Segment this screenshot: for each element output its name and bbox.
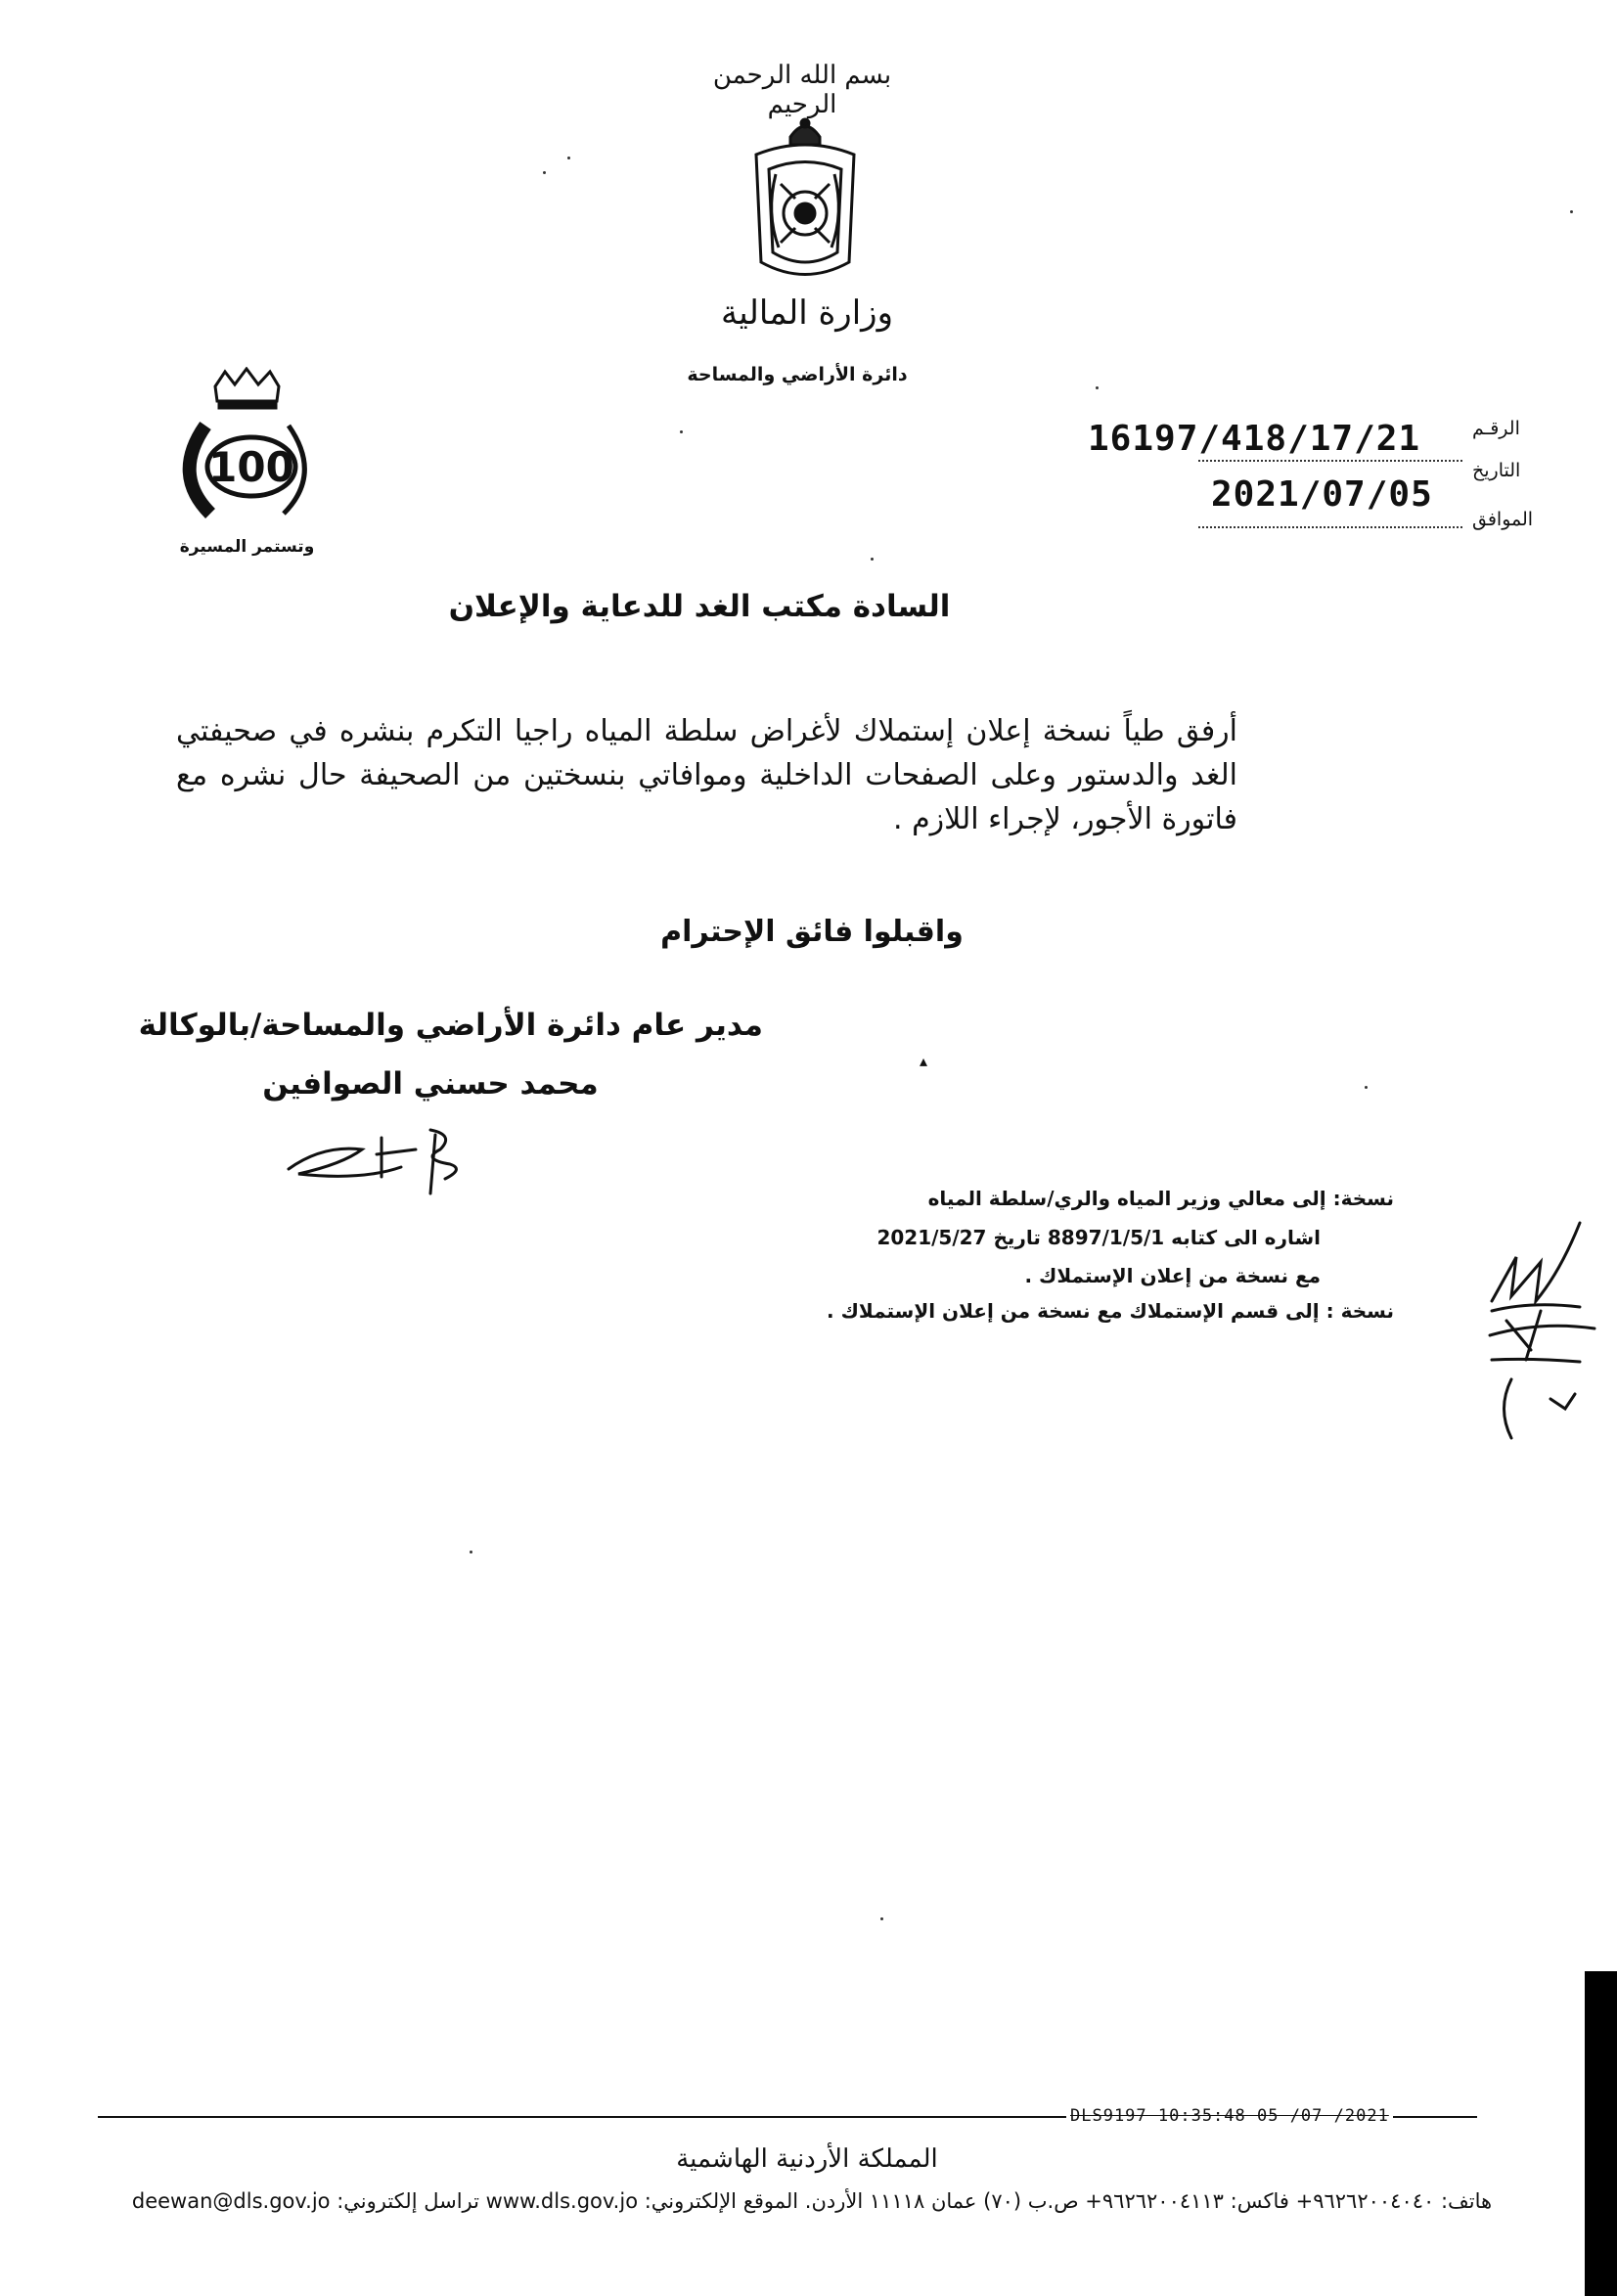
scan-speck [871, 558, 874, 561]
signature-icon [284, 1120, 518, 1198]
fax-stamp: DLS9197 10:35:48 05 /07 /2021 [1066, 2106, 1393, 2126]
number-label: الرقـم [1472, 418, 1520, 439]
scan-speck [680, 430, 683, 433]
reference-number: 16197/418/17/21 [1088, 419, 1421, 459]
centennial-tagline: وتستمر المسيرة [179, 537, 315, 557]
copy-1-line-1: نسخة: إلى معالي وزير المياه والري/سلطة المياه [927, 1187, 1394, 1210]
scan-speck [880, 1917, 883, 1920]
ministry-name: وزارة المالية [721, 293, 893, 333]
centennial-number: 100 [208, 443, 294, 491]
signatory-title: مدير عام دائرة الأراضي والمساحة/بالوكالة [138, 1008, 763, 1043]
centennial-logo [161, 367, 333, 563]
coat-of-arms-icon [741, 115, 869, 292]
scan-edge-bar [1585, 1971, 1617, 2296]
hijri-date-label: الموافق [1472, 509, 1534, 530]
date-label: التاريخ [1472, 460, 1521, 481]
addressee: السادة مكتب الغد للدعاية والإعلان [448, 589, 951, 624]
kingdom-name: المملكة الأردنية الهاشمية [676, 2144, 938, 2174]
scan-speck [1096, 386, 1099, 389]
copy-2: نسخة : إلى قسم الإستملاك مع نسخة من إعلان الإستملاك . [827, 1299, 1394, 1323]
letter-body: أرفق طياً نسخة إعلان إستملاك لأغراض سلطة المياه راجيا التكرم بنشره في صحيفتي الغد والدستور وعلى الصفحات الداخلية وموافاتي بنسختين من الصحيفة حال نشره مع فاتورة الأجور، لإجراء اللازم . [176, 714, 1237, 836]
scan-speck [567, 157, 570, 159]
scan-speck [1570, 210, 1573, 213]
reference-date: 2021/07/05 [1211, 474, 1433, 515]
closing-salutation: واقبلوا فائق الإحترام [660, 915, 964, 949]
copy-1-line-3: مع نسخة من إعلان الإستملاك . [1024, 1264, 1321, 1287]
scan-speck [470, 1551, 472, 1553]
scan-mark: ▴ [920, 1052, 928, 1070]
crown-ring-icon [161, 367, 333, 533]
hijri-dotted-line [1198, 526, 1462, 528]
signatory-name: محمد حسني الصوافين [262, 1066, 599, 1102]
handwritten-initials-icon [1472, 1213, 1609, 1448]
copy-1-line-2: اشاره الى كتابه 8897/1/5/1 تاريخ 2021/5/27 [876, 1226, 1321, 1249]
number-dotted-line [1198, 460, 1462, 462]
department-name: دائرة الأراضي والمساحة [687, 364, 908, 385]
scan-speck [543, 171, 546, 174]
basmala-text: بسم الله الرحمن الرحيم [712, 61, 892, 119]
contact-info: هاتف: ٩٦٢٦٢٠٠٤٠٤٠+ فاكس: ٩٦٢٦٢٠٠٤١١٣+ ص.ب (٧٠) عمان ١١١١٨ الأردن. الموقع الإلكتروني: www.dls.gov.jo تراسل إلكتروني: deewan@dls.gov.jo [131, 2189, 1493, 2213]
scan-speck [1365, 1086, 1368, 1089]
